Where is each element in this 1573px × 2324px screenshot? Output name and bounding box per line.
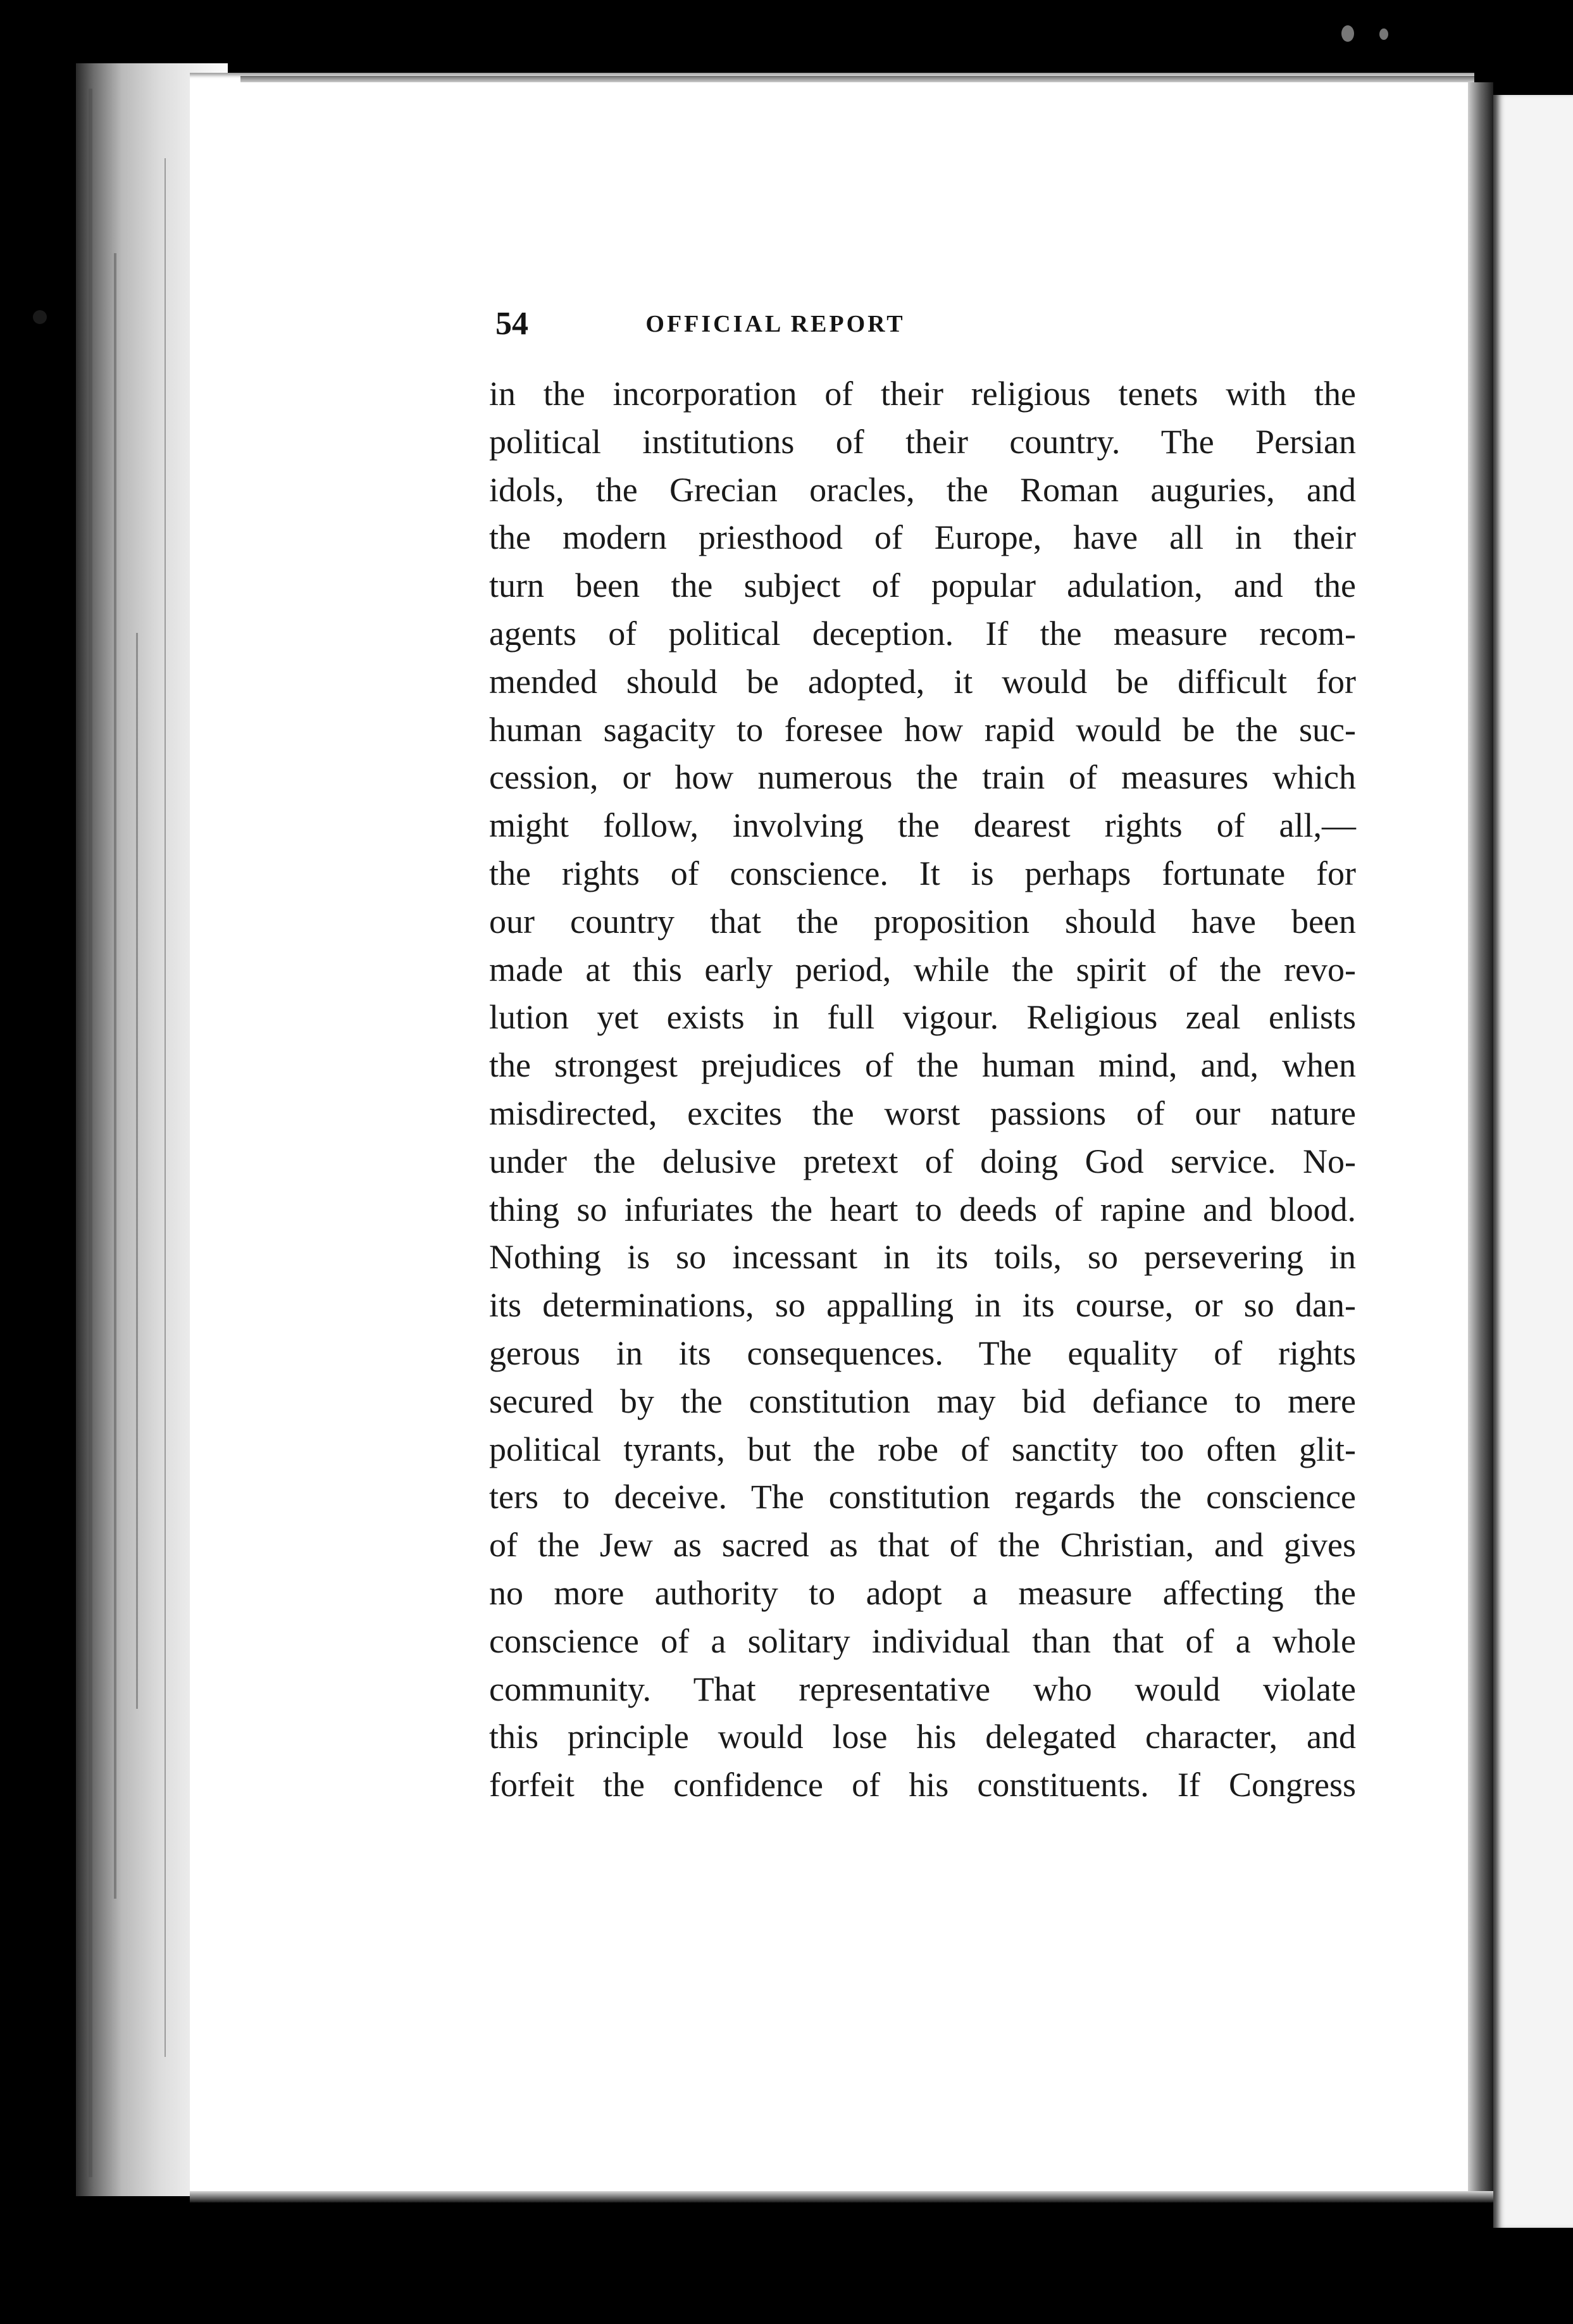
text-line: secured by the constitution may bid defiance to mere <box>489 1382 1356 1420</box>
dust-speck <box>1341 25 1354 42</box>
text-line: idols, the Grecian oracles, the Roman auguries, and <box>489 470 1356 509</box>
text-line: under the delusive pretext of doing God service. No- <box>489 1142 1356 1180</box>
text-line: lution yet exists in full vigour. Religious zeal enlists <box>489 998 1356 1037</box>
dust-speck <box>1379 28 1388 40</box>
text-line: political tyrants, but the robe of sanctity too often glit- <box>489 1430 1356 1468</box>
text-line: the rights of conscience. It is perhaps fortunate for <box>489 854 1356 892</box>
text-line: cession, or how numerous the train of measures which <box>489 758 1356 797</box>
page-top-edge <box>240 76 1474 82</box>
body-text <box>489 370 1356 1809</box>
page-bottom-edge <box>190 2191 1493 2202</box>
text-line: thing so infuriates the heart to deeds of rapine and blood. <box>489 1190 1356 1228</box>
text-line: conscience of a solitary individual than that of a whole <box>489 1621 1356 1660</box>
text-line: ters to deceive. The constitution regards the conscience <box>489 1478 1356 1516</box>
text-line: our country that the proposition should have been <box>489 902 1356 940</box>
text-line: forfeit the confidence of his constituents. If Congress <box>489 1766 1356 1804</box>
text-line: its determinations, so appalling in its course, or so dan- <box>489 1286 1356 1325</box>
text-line: of the Jew as sacred as that of the Christian, and gives <box>489 1526 1356 1565</box>
text-line: mended should be adopted, it would be difficult for <box>489 662 1356 701</box>
page-number: 54 <box>495 306 528 342</box>
page-header <box>495 299 1055 349</box>
text-line: agents of political deception. If the measure recom- <box>489 614 1356 653</box>
text-line: the strongest prejudices of the human mind, and, when <box>489 1046 1356 1085</box>
text-line: misdirected, excites the worst passions of our nature <box>489 1094 1356 1132</box>
text-line: the modern priesthood of Europe, have all in their <box>489 518 1356 557</box>
text-line: made at this early period, while the spirit of the revo- <box>489 950 1356 989</box>
page-right-edge <box>1468 82 1493 2202</box>
text-line: community. That representative who would violate <box>489 1670 1356 1708</box>
dust-speck <box>33 310 47 324</box>
text-line: turn been the subject of popular adulation, and the <box>489 566 1356 605</box>
next-page-edge <box>1493 95 1573 2228</box>
text-line: political institutions of their country. The Persian <box>489 422 1356 461</box>
text-line: this principle would lose his delegated character, and <box>489 1718 1356 1756</box>
text-line: no more authority to adopt a measure affecting the <box>489 1573 1356 1612</box>
text-line: might follow, involving the dearest rights of all,— <box>489 806 1356 845</box>
running-head: OFFICIAL REPORT <box>645 311 905 337</box>
text-line: human sagacity to foresee how rapid would be the suc- <box>489 710 1356 749</box>
text-line: gerous in its consequences. The equality of rights <box>489 1334 1356 1372</box>
text-line: in the incorporation of their religious tenets with the <box>489 375 1356 413</box>
text-line: Nothing is so incessant in its toils, so persevering in <box>489 1238 1356 1277</box>
